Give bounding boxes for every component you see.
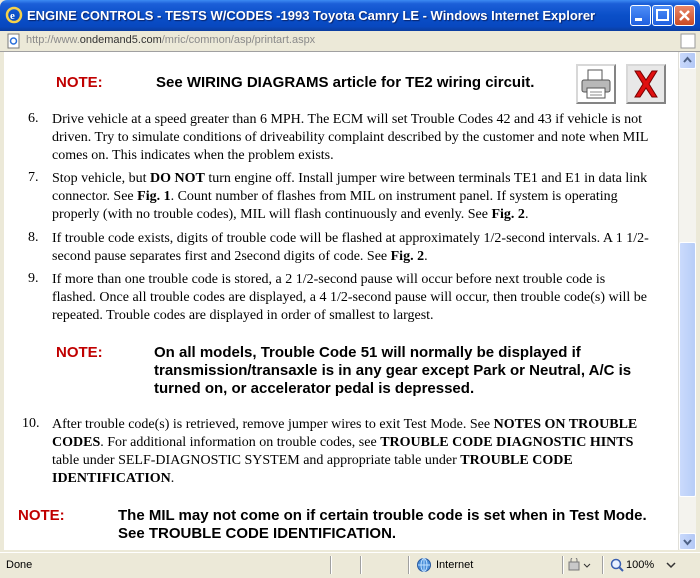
- protected-mode-icon[interactable]: [568, 558, 594, 572]
- step-10-text: After trouble code(s) is retrieved, remove jumper wires to exit Test Mode. See NOTES ON TROUBLE CODES. For additional information on trouble codes, see TROUBLE CODE DIAGNOSTIC HINTS table under SELF-DIAGNOSTIC SYSTEM and appropriate table under TROUBLE CODE IDENTIFICATION.: [52, 417, 638, 486]
- close-window-button[interactable]: [674, 5, 695, 26]
- zoom-level[interactable]: 100%: [626, 559, 655, 571]
- maximize-button[interactable]: [652, 5, 673, 26]
- address-bar[interactable]: [0, 31, 700, 52]
- step-7-text: Stop vehicle, but DO NOT turn engine off. Install jumper wire between terminals TE1 and E1 in data link connector. See Fig. 1. Count number of flashes from MIL on instrument panel. If system is operating properly (with no trouble codes), MIL will flash continuously and evenly. See Fig. 2.: [52, 171, 648, 222]
- window-title: ENGINE CONTROLS - TESTS W/CODES -1993 Toyota Camry LE - Windows Internet Explorer: [27, 8, 596, 23]
- zone-text: Internet: [436, 559, 474, 571]
- maximize-icon: [653, 6, 672, 25]
- step-9-text: If more than one trouble code is stored, a 2 1/2-second pause will occur before next trouble code is flashed. Once all trouble codes are displayed, a 4 1/2-second pause will occur, then trouble code(s) will be repeated. Trouble codes are displayed in order of smallest to largest.: [52, 272, 648, 323]
- scroll-thumb[interactable]: [679, 242, 696, 497]
- vertical-scrollbar[interactable]: [678, 52, 696, 550]
- svg-text:e: e: [10, 10, 15, 22]
- close-icon: [675, 6, 694, 25]
- note-text-top: See WIRING DIAGRAMS article for TE2 wiring circuit.: [156, 74, 535, 91]
- address-dropdown-icon[interactable]: [680, 33, 696, 49]
- step-8-text: If trouble code exists, digits of trouble code will be flashed at approximately 1/2-second intervals. A 1 1/2- second pause separates first and 2second digits of code. See Fig. 2.: [52, 231, 649, 264]
- fig-1-link[interactable]: Fig. 1: [137, 189, 171, 204]
- trouble-code-identification-link[interactable]: TROUBLE CODE: [460, 453, 573, 468]
- note-label-top: NOTE:: [56, 74, 103, 91]
- note-text-bottom: The MIL may not come on if certain trouble code is set when in Test Mode. See TROUBLE CODE IDENTIFICATION.: [118, 507, 647, 542]
- fig-2-link[interactable]: Fig. 2: [491, 207, 525, 222]
- trouble-code-diagnostic-hints-link[interactable]: TROUBLE CODE DIAGNOSTIC HINTS: [380, 435, 634, 450]
- ie-logo-icon: [5, 6, 23, 24]
- scroll-up-button[interactable]: [679, 52, 696, 69]
- note-text-middle: On all models, Trouble Code 51 will normally be displayed if transmission/transaxle is in any gear except Park or Neutral, A/C is turned on, or accelerator pedal is depressed.: [154, 344, 632, 397]
- step-9-number: 9.: [28, 271, 39, 286]
- internet-zone-icon: [416, 557, 432, 573]
- page-icon: [6, 33, 22, 49]
- note-label-middle: NOTE:: [56, 344, 103, 361]
- zoom-dropdown-icon[interactable]: [666, 560, 676, 570]
- step-6-text: Drive vehicle at a speed greater than 6 MPH. The ECM will set Trouble Codes 42 and 43 if vehicle is not driven. Try to simulate conditions of driveability complaint described by the customer and note when MIL comes on. This indicates when the problem exists.: [52, 112, 649, 163]
- title-bar[interactable]: [0, 0, 700, 31]
- step-6-number: 6.: [28, 111, 39, 126]
- close-article-button[interactable]: [626, 64, 666, 104]
- scroll-down-button[interactable]: [679, 533, 696, 550]
- red-x-icon: [628, 66, 664, 102]
- notes-on-trouble-codes-link[interactable]: NOTES ON TROUBLE: [493, 417, 638, 432]
- status-bar: [0, 552, 700, 578]
- step-10-number: 10.: [22, 416, 40, 431]
- print-button[interactable]: [576, 64, 616, 104]
- zoom-icon[interactable]: [610, 558, 624, 572]
- minimize-button[interactable]: [630, 5, 651, 26]
- note-label-bottom: NOTE:: [18, 507, 65, 524]
- minimize-icon: [631, 6, 650, 25]
- printer-icon: [578, 66, 614, 102]
- url-text[interactable]: http://www.ondemand5.com/mric/common/asp/printart.aspx: [26, 34, 316, 46]
- chevron-up-icon: [680, 53, 695, 68]
- document-content: [4, 52, 678, 550]
- status-text: Done: [6, 559, 33, 571]
- step-7-number: 7.: [28, 170, 39, 185]
- step-8-number: 8.: [28, 230, 39, 245]
- chevron-down-icon: [680, 534, 695, 549]
- fig-2-link[interactable]: Fig. 2: [390, 249, 425, 264]
